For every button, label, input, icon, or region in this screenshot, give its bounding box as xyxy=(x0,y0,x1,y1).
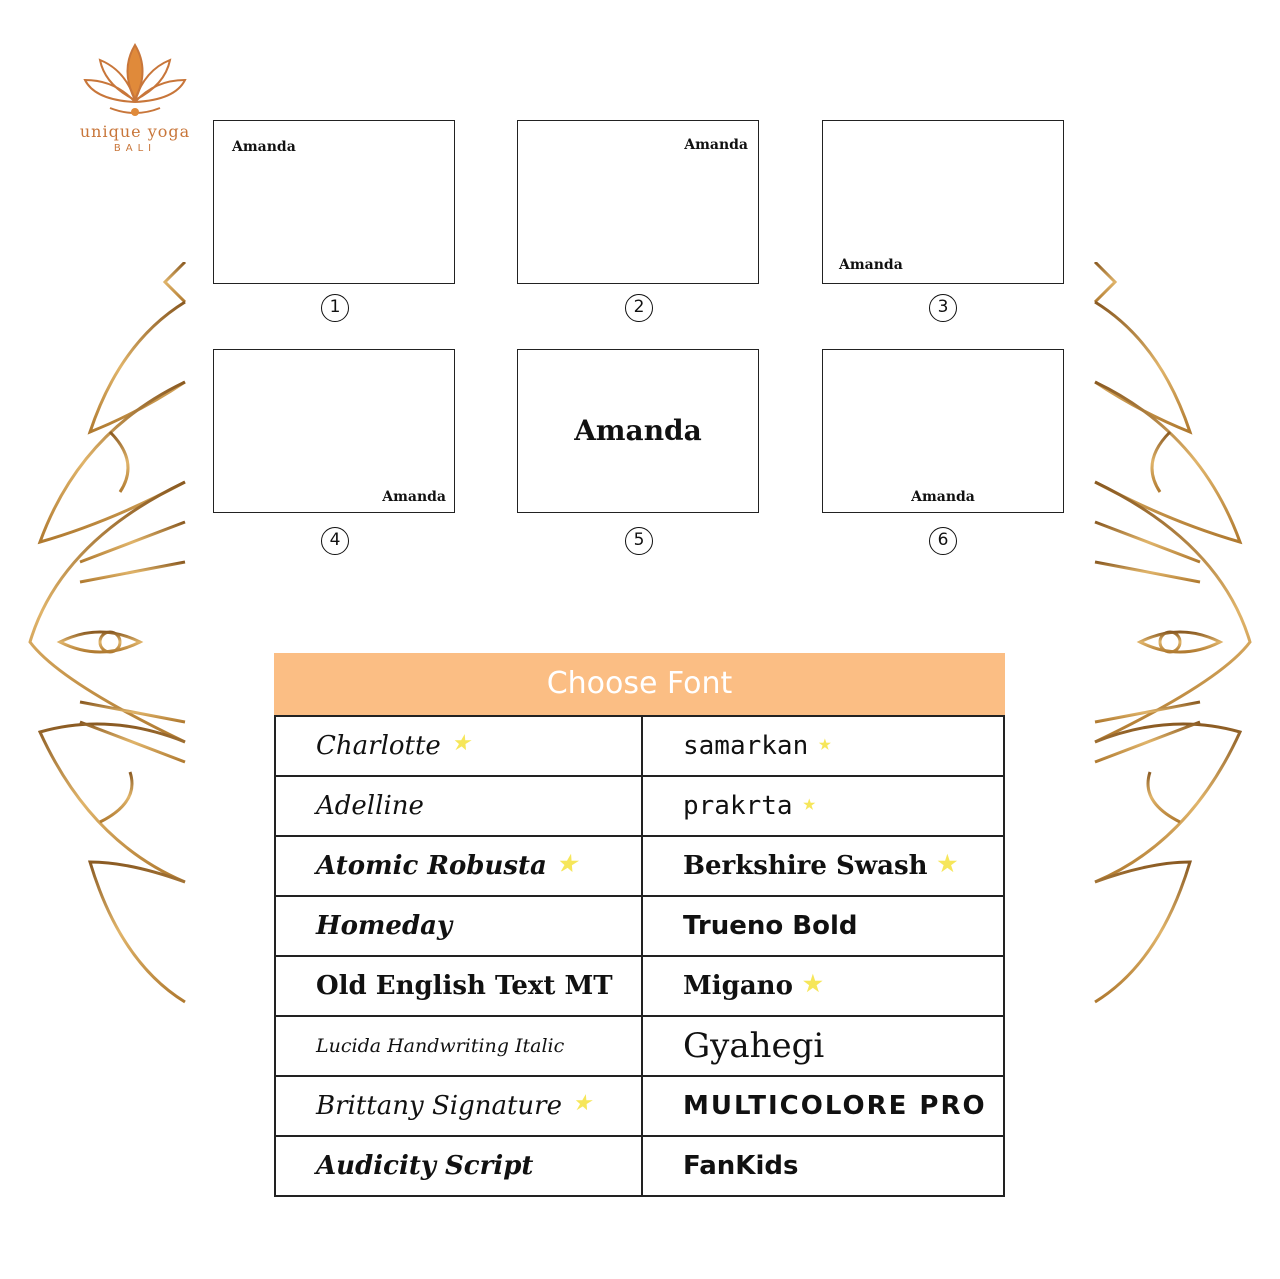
star-icon: ★ xyxy=(818,731,832,756)
mandala-decoration-right xyxy=(1080,262,1280,1022)
font-option-prakrta[interactable]: prakrta ★ xyxy=(642,776,1004,836)
font-option-atomic-robusta[interactable]: Atomic Robusta ★ xyxy=(275,836,642,896)
font-option-adelline[interactable]: Adelline xyxy=(275,776,642,836)
font-option-gyahegi[interactable]: Gyahegi xyxy=(642,1016,1004,1076)
font-option-fankids[interactable]: FanKids xyxy=(642,1136,1004,1196)
star-icon: ★ xyxy=(571,1091,592,1116)
placement-card-4[interactable] xyxy=(213,349,455,513)
font-option-brittany-signature[interactable]: Brittany Signature ★ xyxy=(275,1076,642,1136)
font-options-table xyxy=(274,715,1005,1197)
card-number-1: 1 xyxy=(321,294,349,322)
star-icon: ★ xyxy=(450,731,471,756)
star-icon: ★ xyxy=(937,851,958,877)
logo-text: unique yoga xyxy=(79,122,191,141)
placement-card-2[interactable] xyxy=(517,120,759,284)
font-option-berkshire-swash[interactable]: Berkshire Swash ★ xyxy=(642,836,1004,896)
placement-card-1[interactable] xyxy=(213,120,455,284)
star-icon: ★ xyxy=(802,791,816,816)
font-option-homeday[interactable]: Homeday xyxy=(275,896,642,956)
card-name: Amanda xyxy=(574,414,702,447)
mandala-decoration-left xyxy=(0,262,200,1022)
logo-subtitle: BALI xyxy=(113,143,157,154)
font-option-lucida-handwriting[interactable]: Lucida Handwriting Italic xyxy=(275,1016,642,1076)
card-name: Amanda xyxy=(232,139,296,155)
card-name: Amanda xyxy=(911,489,975,505)
card-number-3: 3 xyxy=(929,294,957,322)
card-number-6: 6 xyxy=(929,527,957,555)
lotus-icon xyxy=(80,40,190,120)
choose-font-panel xyxy=(274,653,1005,1197)
card-number-5: 5 xyxy=(625,527,653,555)
card-number-4: 4 xyxy=(321,527,349,555)
font-option-old-english[interactable]: Old English Text MT xyxy=(275,956,642,1016)
placement-card-5[interactable] xyxy=(517,349,759,513)
card-name: Amanda xyxy=(382,489,446,505)
placement-card-6[interactable] xyxy=(822,349,1064,513)
star-icon: ★ xyxy=(556,851,577,877)
placement-card-3[interactable] xyxy=(822,120,1064,284)
font-option-migano[interactable]: Migano ★ xyxy=(642,956,1004,1016)
card-name: Amanda xyxy=(684,137,748,153)
choose-font-header: Choose Font xyxy=(274,653,1005,715)
font-option-audicity-script[interactable]: Audicity Script xyxy=(275,1136,642,1196)
card-name: Amanda xyxy=(839,257,903,273)
font-option-samarkan[interactable]: samarkan ★ xyxy=(642,716,1004,776)
font-option-trueno-bold[interactable]: Trueno Bold xyxy=(642,896,1004,956)
card-number-2: 2 xyxy=(625,294,653,322)
font-option-multicolore-pro[interactable]: MULTICOLORE PRO xyxy=(642,1076,1004,1136)
font-option-charlotte[interactable]: Charlotte ★ xyxy=(275,716,642,776)
star-icon: ★ xyxy=(802,971,823,997)
brand-logo xyxy=(60,40,210,154)
